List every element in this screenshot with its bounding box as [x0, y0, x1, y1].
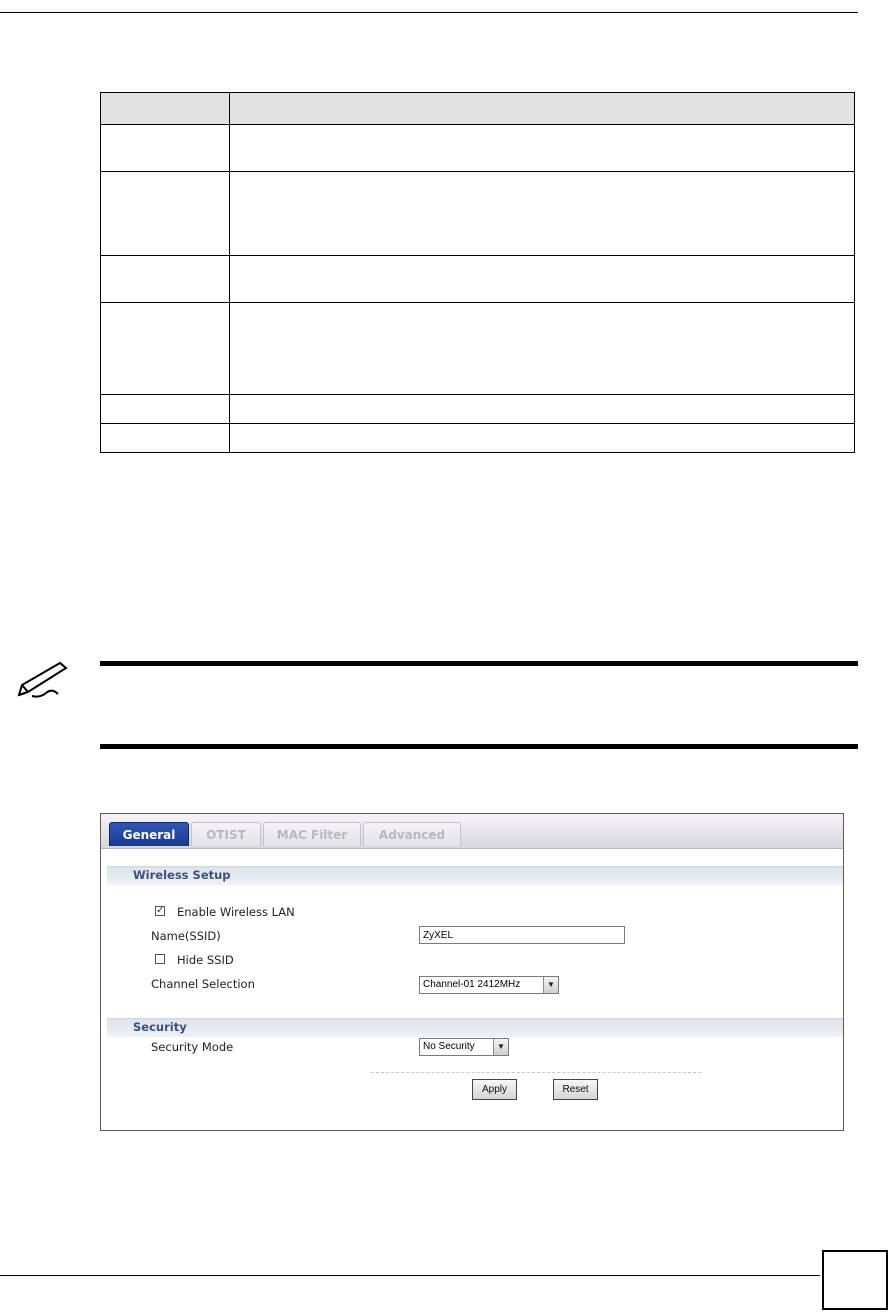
header-rule — [0, 12, 858, 13]
tab-advanced[interactable]: Advanced — [363, 822, 461, 846]
ssid-label: Name(SSID) — [151, 929, 221, 943]
table-cell — [230, 303, 855, 395]
table-header-row — [101, 93, 855, 125]
enable-wireless-lan-label: Enable Wireless LAN — [177, 905, 295, 919]
reset-button[interactable]: Reset — [553, 1079, 598, 1100]
security-mode-label: Security Mode — [151, 1040, 234, 1054]
wireless-setup-title: Wireless Setup — [133, 868, 231, 882]
table-row — [101, 256, 855, 303]
security-mode-dropdown[interactable] — [419, 1038, 509, 1056]
tab-mac-filter[interactable]: MAC Filter — [263, 822, 361, 846]
table-row — [101, 395, 855, 424]
table-row — [101, 303, 855, 395]
field-description-table — [100, 92, 855, 453]
table-row — [101, 125, 855, 172]
description-header-cell — [230, 93, 855, 125]
channel-selection-value: Channel-01 2412MHz — [423, 979, 521, 990]
security-section — [107, 1018, 843, 1037]
note-top-rule — [100, 661, 858, 666]
security-mode-value: No Security — [423, 1041, 475, 1052]
tab-otist[interactable]: OTIST — [191, 822, 261, 846]
table-cell — [101, 395, 230, 424]
table-cell — [230, 125, 855, 172]
chevron-down-icon: ▼ — [493, 1039, 508, 1055]
table-cell — [101, 172, 230, 256]
table-cell — [230, 395, 855, 424]
table-row — [101, 424, 855, 453]
table-cell — [230, 172, 855, 256]
note-pencil-icon — [16, 660, 76, 700]
table-row — [101, 172, 855, 256]
tab-general[interactable]: General — [109, 822, 189, 846]
table-cell — [101, 303, 230, 395]
hide-ssid-checkbox[interactable] — [155, 954, 165, 964]
page-number-box — [822, 1250, 888, 1310]
label-header-cell — [101, 93, 230, 125]
checkmark-icon: ✓ — [156, 905, 165, 916]
tab-bar — [101, 814, 843, 849]
table-cell — [230, 256, 855, 303]
wireless-setup-section — [107, 866, 843, 885]
button-divider — [371, 1072, 701, 1073]
table-cell — [101, 125, 230, 172]
ssid-input[interactable] — [419, 926, 625, 944]
note-bottom-rule — [100, 744, 858, 749]
security-title: Security — [133, 1020, 187, 1034]
channel-selection-dropdown[interactable] — [419, 976, 559, 994]
apply-button[interactable]: Apply — [472, 1079, 517, 1100]
channel-selection-label: Channel Selection — [151, 977, 255, 991]
enable-wireless-lan-checkbox[interactable] — [155, 906, 165, 916]
footer-rule — [0, 1275, 820, 1276]
table-cell — [230, 424, 855, 453]
table-cell — [101, 424, 230, 453]
wireless-lan-general-screen — [100, 813, 844, 1131]
hide-ssid-label: Hide SSID — [177, 953, 234, 967]
chevron-down-icon: ▼ — [543, 977, 558, 993]
table-cell — [101, 256, 230, 303]
